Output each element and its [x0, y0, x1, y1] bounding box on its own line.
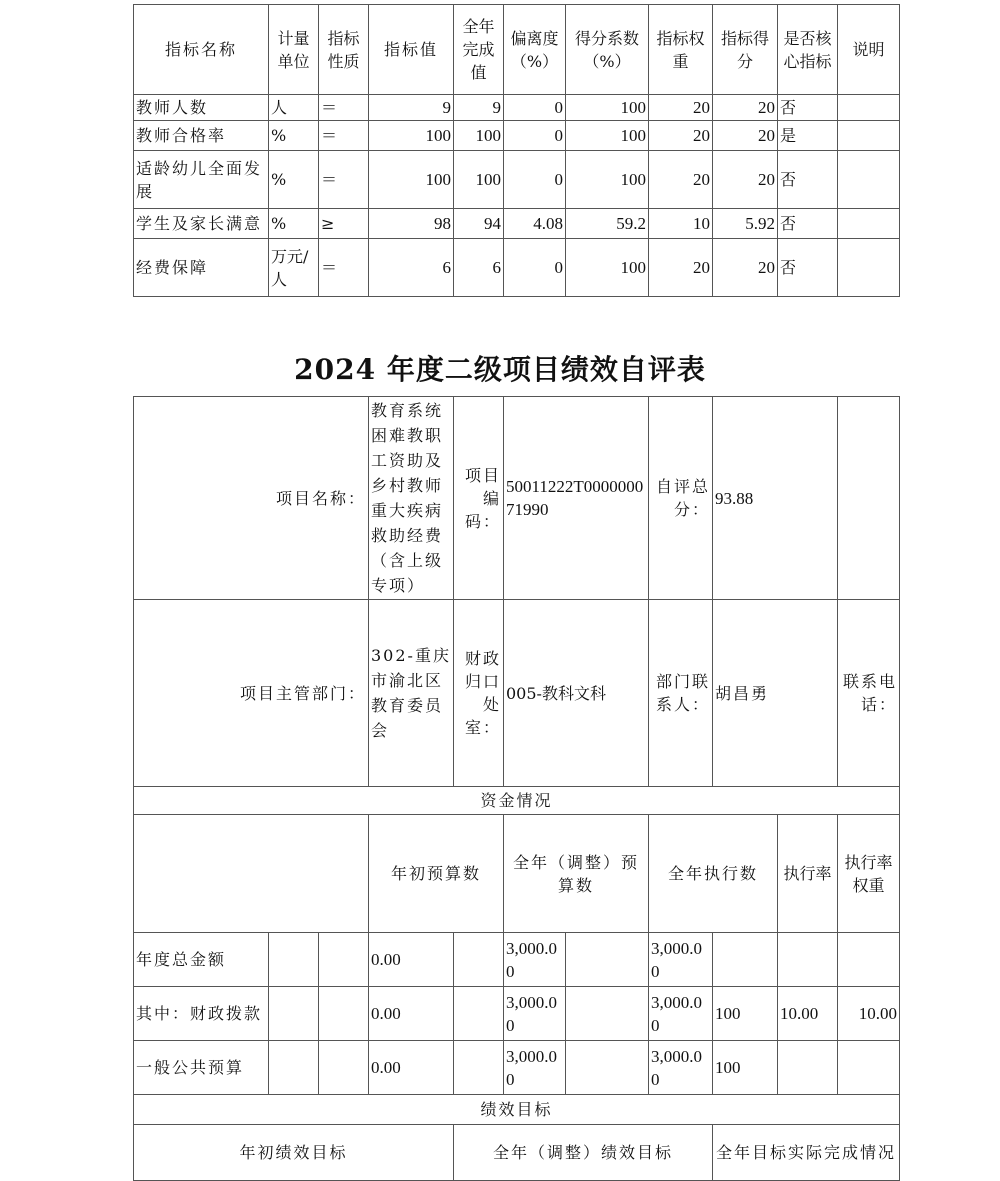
- cell-coef: 59.2: [566, 209, 649, 239]
- cell-rate: [713, 933, 778, 987]
- header-weight: 指标权重: [649, 5, 713, 95]
- header-initial-budget: 年初预算数: [369, 815, 504, 933]
- table-row: [134, 933, 900, 987]
- empty-cell: [454, 987, 504, 1041]
- cell-nature: ＝: [319, 239, 369, 297]
- cell-value: 100: [369, 151, 454, 209]
- empty-cell: [319, 1041, 369, 1095]
- empty-cell: [319, 987, 369, 1041]
- empty-cell: [838, 397, 900, 600]
- header-nature: 指标性质: [319, 5, 369, 95]
- cell-executed: 3,000.00: [649, 933, 713, 987]
- cell-executed: 3,000.00: [649, 987, 713, 1041]
- cell-weight: [778, 1041, 838, 1095]
- performance-section-label: 绩效目标: [134, 1095, 900, 1125]
- table-row: [134, 209, 900, 239]
- cell-note: [838, 209, 900, 239]
- cell-note: [838, 121, 900, 151]
- cell-score: [838, 1041, 900, 1095]
- funds-section-row: [134, 787, 900, 815]
- cell-rate: 100: [713, 1041, 778, 1095]
- cell-deviation: 0: [504, 95, 566, 121]
- cell-value: 9: [369, 95, 454, 121]
- cell-weight: 10.00: [778, 987, 838, 1041]
- cell-note: [838, 239, 900, 297]
- cell-weight: 20: [649, 95, 713, 121]
- performance-section-row: [134, 1095, 900, 1125]
- cell-initial: 0.00: [369, 1041, 454, 1095]
- cell-core: 否: [778, 95, 838, 121]
- cell-value: 6: [369, 239, 454, 297]
- cell-core: 否: [778, 151, 838, 209]
- cell-name: 教师合格率: [134, 121, 269, 151]
- cell-score: 20: [713, 121, 778, 151]
- cell-core: 否: [778, 239, 838, 297]
- empty-cell: [269, 933, 319, 987]
- cell-unit: %: [269, 121, 319, 151]
- contact-person-label: 部门联系人：: [649, 600, 713, 787]
- header-core: 是否核心指标: [778, 5, 838, 95]
- cell-weight: 20: [649, 121, 713, 151]
- table-row: [134, 987, 900, 1041]
- cell-name: 学生及家长满意: [134, 209, 269, 239]
- empty-cell: [319, 933, 369, 987]
- finance-office-value: 005-教科文科: [504, 600, 649, 787]
- department-value: 302-重庆市渝北区教育委员会: [369, 600, 454, 787]
- cell-weight: 20: [649, 151, 713, 209]
- empty-cell: [269, 987, 319, 1041]
- header-coef: 得分系数（%）: [566, 5, 649, 95]
- header-actual-completion: 全年目标实际完成情况: [713, 1125, 900, 1181]
- cell-coef: 100: [566, 239, 649, 297]
- funds-section-label: 资金情况: [134, 787, 900, 815]
- cell-actual: 94: [454, 209, 504, 239]
- cell-adjusted: 3,000.00: [504, 1041, 566, 1095]
- section-title: 2024 年度二级项目绩效自评表: [294, 353, 706, 386]
- table-row: [134, 1041, 900, 1095]
- cell-executed: 3,000.00: [649, 1041, 713, 1095]
- cell-note: [838, 95, 900, 121]
- cell-actual: 9: [454, 95, 504, 121]
- cell-deviation: 0: [504, 239, 566, 297]
- cell-value: 100: [369, 121, 454, 151]
- header-deviation: 偏离度（%）: [504, 5, 566, 95]
- cell-actual: 6: [454, 239, 504, 297]
- table-row: [134, 239, 900, 297]
- department-label: 项目主管部门：: [134, 600, 369, 787]
- cell-unit: 人: [269, 95, 319, 121]
- department-row: [134, 600, 900, 787]
- cell-rate: 100: [713, 987, 778, 1041]
- header-unit: 计量单位: [269, 5, 319, 95]
- cell-coef: 100: [566, 95, 649, 121]
- empty-cell: [454, 933, 504, 987]
- cell-score: 5.92: [713, 209, 778, 239]
- cell-name: 适龄幼儿全面发展: [134, 151, 269, 209]
- cell-deviation: 0: [504, 121, 566, 151]
- cell-adjusted: 3,000.00: [504, 987, 566, 1041]
- cell-nature: ＝: [319, 95, 369, 121]
- header-note: 说明: [838, 5, 900, 95]
- empty-cell: [134, 815, 369, 933]
- table-row: [134, 95, 900, 121]
- header-executed: 全年执行数: [649, 815, 778, 933]
- header-initial-target: 年初绩效目标: [134, 1125, 454, 1181]
- cell-deviation: 4.08: [504, 209, 566, 239]
- cell-score: 20: [713, 239, 778, 297]
- cell-adjusted: 3,000.00: [504, 933, 566, 987]
- cell-initial: 0.00: [369, 933, 454, 987]
- empty-cell: [454, 1041, 504, 1095]
- project-evaluation-table: [133, 396, 900, 1181]
- cell-actual: 100: [454, 121, 504, 151]
- cell-deviation: 0: [504, 151, 566, 209]
- cell-name: 教师人数: [134, 95, 269, 121]
- contact-person-value: 胡昌勇: [713, 600, 838, 787]
- header-adjusted-budget: 全年（调整）预算数: [504, 815, 649, 933]
- table-row: [134, 151, 900, 209]
- cell-value: 98: [369, 209, 454, 239]
- project-name-label: 项目名称：: [134, 397, 369, 600]
- header-execution-rate: 执行率: [778, 815, 838, 933]
- cell-unit: %: [269, 151, 319, 209]
- cell-initial: 0.00: [369, 987, 454, 1041]
- header-rate-weight: 执行率权重: [838, 815, 900, 933]
- cell-coef: 100: [566, 151, 649, 209]
- cell-score: [838, 933, 900, 987]
- cell-note: [838, 151, 900, 209]
- total-score-value: 93.88: [713, 397, 838, 600]
- cell-weight: 10: [649, 209, 713, 239]
- empty-cell: [566, 987, 649, 1041]
- funds-row-label: 一般公共预算: [134, 1041, 269, 1095]
- cell-score: 10.00: [838, 987, 900, 1041]
- funds-row-label: 其中：财政拨款: [134, 987, 269, 1041]
- cell-nature: ＝: [319, 121, 369, 151]
- funds-row-label: 年度总金额: [134, 933, 269, 987]
- project-code-label: 项目编码：: [454, 397, 504, 600]
- cell-unit: 万元/人: [269, 239, 319, 297]
- cell-nature: ≥: [319, 209, 369, 239]
- project-code-value: 50011222T000000071990: [504, 397, 649, 600]
- cell-weight: 20: [649, 239, 713, 297]
- indicator-header-row: [134, 5, 900, 95]
- cell-score: 20: [713, 95, 778, 121]
- header-indicator-name: 指标名称: [134, 5, 269, 95]
- finance-office-label: 财政归口处室：: [454, 600, 504, 787]
- empty-cell: [269, 1041, 319, 1095]
- contact-phone-label: 联系电话：: [838, 600, 900, 787]
- cell-core: 否: [778, 209, 838, 239]
- total-score-label: 自评总分：: [649, 397, 713, 600]
- empty-cell: [566, 1041, 649, 1095]
- cell-name: 经费保障: [134, 239, 269, 297]
- performance-header-row: [134, 1125, 900, 1181]
- indicator-table: [133, 4, 900, 297]
- empty-cell: [566, 933, 649, 987]
- project-name-row: [134, 397, 900, 600]
- header-adjusted-target: 全年（调整）绩效目标: [454, 1125, 713, 1181]
- table-row: [134, 121, 900, 151]
- header-value: 指标值: [369, 5, 454, 95]
- cell-nature: ＝: [319, 151, 369, 209]
- project-name-value: 教育系统困难教职工资助及乡村教师重大疾病救助经费（含上级专项）: [369, 397, 454, 600]
- cell-unit: %: [269, 209, 319, 239]
- cell-core: 是: [778, 121, 838, 151]
- header-actual: 全年完成值: [454, 5, 504, 95]
- header-score: 指标得分: [713, 5, 778, 95]
- cell-coef: 100: [566, 121, 649, 151]
- cell-score: 20: [713, 151, 778, 209]
- cell-weight: [778, 933, 838, 987]
- funds-header-row: [134, 815, 900, 933]
- cell-actual: 100: [454, 151, 504, 209]
